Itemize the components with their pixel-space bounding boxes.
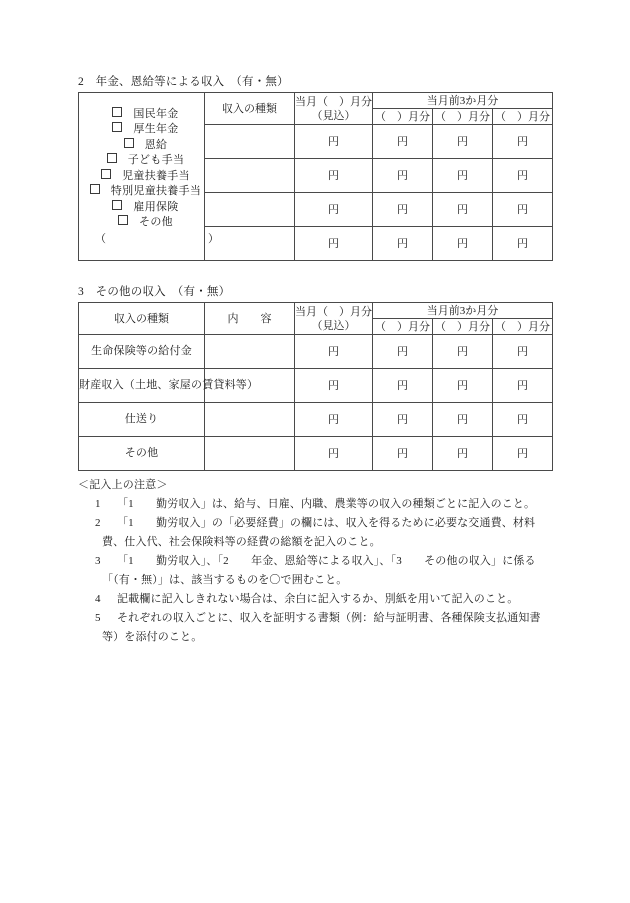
prev-month-1-amount-input[interactable]: 円: [373, 335, 433, 369]
section-3-title: 3 その他の収入 （有・無）: [78, 286, 231, 298]
prev-month-1-amount-input[interactable]: 円: [373, 125, 433, 159]
prev-month-2-amount-input[interactable]: 円: [433, 437, 493, 471]
table-row: [79, 335, 553, 369]
section-2-title: 2 年金、恩給等による収入 （有・無）: [78, 76, 289, 88]
checkbox-item[interactable]: 子ども手当: [79, 153, 204, 169]
note-item-3: [78, 552, 578, 571]
checkbox-item[interactable]: 雇用保険: [79, 200, 204, 216]
prev-month-3-amount-input[interactable]: 円: [493, 335, 553, 369]
prev-month-3-amount-input[interactable]: 円: [493, 159, 553, 193]
income-kind-input[interactable]: [205, 125, 295, 159]
prev-month-3-amount-input[interactable]: 円: [493, 193, 553, 227]
content-input[interactable]: [205, 403, 295, 437]
row-label-other: その他: [79, 437, 205, 471]
content-input[interactable]: [205, 437, 295, 471]
checkbox-icon[interactable]: [107, 153, 117, 163]
current-month-amount-input[interactable]: 円: [295, 193, 373, 227]
checkbox-icon[interactable]: [112, 107, 122, 117]
header-current-month: [295, 93, 373, 125]
row-label-remittance: 仕送り: [79, 403, 205, 437]
current-month-amount-input[interactable]: 円: [295, 227, 373, 261]
pension-income-table: [78, 92, 553, 261]
prev-month-1-amount-input[interactable]: 円: [373, 369, 433, 403]
current-month-amount-input[interactable]: 円: [295, 437, 373, 471]
checkbox-icon[interactable]: [90, 184, 100, 194]
note-item-1: [78, 495, 578, 514]
checkbox-icon[interactable]: [101, 169, 111, 179]
header-current-month: [295, 303, 373, 335]
note-text: それぞれの収入ごとに、収入を証明する書類（例：給与証明書、各種保険支払通知書: [117, 612, 541, 624]
header-previous-three-months: 当月前3か月分: [373, 303, 553, 319]
note-item-2: [78, 514, 578, 533]
current-month-amount-input[interactable]: 円: [295, 369, 373, 403]
note-number: 2: [95, 517, 101, 529]
prev-month-3-amount-input[interactable]: 円: [493, 403, 553, 437]
table-row: [79, 403, 553, 437]
table-row: [79, 437, 553, 471]
prev-month-2-amount-input[interactable]: 円: [433, 227, 493, 261]
note-item-4: [78, 590, 578, 609]
income-kind-input[interactable]: [205, 159, 295, 193]
header-previous-three-months: 当月前3か月分: [373, 93, 553, 109]
checkbox-item[interactable]: 厚生年金: [79, 122, 204, 138]
row-label-property-income: 財産収入（土地、家屋の賃貸料等）: [79, 369, 205, 403]
current-month-amount-input[interactable]: 円: [295, 125, 373, 159]
prev-month-1-amount-input[interactable]: 円: [373, 227, 433, 261]
other-specify-blank[interactable]: （ ）: [95, 232, 220, 245]
prev-month-2-amount-input[interactable]: 円: [433, 159, 493, 193]
header-income-kind: 収入の種類: [205, 93, 295, 125]
header-prev-month-2: （ ）月分: [433, 109, 493, 125]
note-text: 「1 勤労収入」の「必要経費」の欄には、収入を得るために必要な交通費、材料: [117, 517, 536, 529]
notes-heading: ＜記入上の注意＞: [78, 479, 168, 491]
income-kind-input[interactable]: [205, 193, 295, 227]
header-current-month-line1: 当月（ ）月分: [295, 95, 372, 108]
checkbox-item[interactable]: 国民年金: [79, 107, 204, 123]
note-number: 1: [95, 498, 101, 510]
prev-month-1-amount-input[interactable]: 円: [373, 403, 433, 437]
prev-month-2-amount-input[interactable]: 円: [433, 403, 493, 437]
prev-month-2-amount-input[interactable]: 円: [433, 125, 493, 159]
prev-month-3-amount-input[interactable]: 円: [493, 437, 553, 471]
header-prev-month-3: （ ）月分: [493, 109, 553, 125]
content-input[interactable]: [205, 335, 295, 369]
checkbox-icon[interactable]: [112, 122, 122, 132]
header-prev-month-1: （ ）月分: [373, 109, 433, 125]
table-header-row-top: [79, 93, 553, 109]
prev-month-2-amount-input[interactable]: 円: [433, 193, 493, 227]
note-item-2-continuation: 費、仕入代、社会保険料等の経費の総額を記入のこと。: [102, 536, 381, 548]
note-number: 5: [95, 612, 101, 624]
current-month-amount-input[interactable]: 円: [295, 159, 373, 193]
note-text: 「1 勤労収入」、「2 年金、恩給等による収入」、「3 その他の収入」に係る: [117, 555, 536, 567]
prev-month-3-amount-input[interactable]: 円: [493, 369, 553, 403]
checkbox-item[interactable]: その他: [79, 215, 204, 231]
current-month-amount-input[interactable]: 円: [295, 403, 373, 437]
table-header-row-top: [79, 303, 553, 319]
prev-month-3-amount-input[interactable]: 円: [493, 227, 553, 261]
checkbox-item[interactable]: 児童扶養手当: [79, 169, 204, 185]
prev-month-2-amount-input[interactable]: 円: [433, 335, 493, 369]
note-text: 「1 勤労収入」は、給与、日雇、内職、農業等の収入の種類ごとに記入のこと。: [117, 498, 536, 510]
header-prev-month-1: （ ）月分: [373, 319, 433, 335]
note-item-5-continuation: 等）を添付のこと。: [102, 631, 203, 643]
current-month-amount-input[interactable]: 円: [295, 335, 373, 369]
note-item-3-continuation: 「（有・無）」は、該当するものを〇で囲むこと。: [102, 574, 348, 586]
table-row: [79, 369, 553, 403]
prev-month-1-amount-input[interactable]: 円: [373, 193, 433, 227]
checkbox-item[interactable]: 恩給: [79, 138, 204, 154]
header-prev-month-2: （ ）月分: [433, 319, 493, 335]
checkbox-icon[interactable]: [112, 200, 122, 210]
prev-month-2-amount-input[interactable]: 円: [433, 369, 493, 403]
header-current-month-line2: （見込）: [311, 109, 356, 122]
prev-month-1-amount-input[interactable]: 円: [373, 159, 433, 193]
prev-month-3-amount-input[interactable]: 円: [493, 125, 553, 159]
prev-month-1-amount-input[interactable]: 円: [373, 437, 433, 471]
header-current-month-line1: 当月（ ）月分: [295, 305, 372, 318]
notes-section: [78, 476, 578, 647]
header-content: 内 容: [205, 303, 295, 335]
pension-checkbox-panel[interactable]: [79, 93, 220, 261]
note-text: 記載欄に記入しきれない場合は、余白に記入するか、別紙を用いて記入のこと。: [117, 593, 519, 605]
checkbox-icon[interactable]: [118, 215, 128, 225]
header-prev-month-3: （ ）月分: [493, 319, 553, 335]
other-income-table: [78, 302, 553, 471]
note-number: 4: [95, 593, 101, 605]
note-number: 3: [95, 555, 101, 567]
header-income-kind: 収入の種類: [79, 303, 205, 335]
row-label-life-insurance: 生命保険等の給付金: [79, 335, 205, 369]
checkbox-icon[interactable]: [124, 138, 134, 148]
header-current-month-line2: （見込）: [311, 319, 356, 332]
note-item-5: [78, 609, 578, 628]
checkbox-item[interactable]: 特別児童扶養手当: [79, 184, 204, 200]
